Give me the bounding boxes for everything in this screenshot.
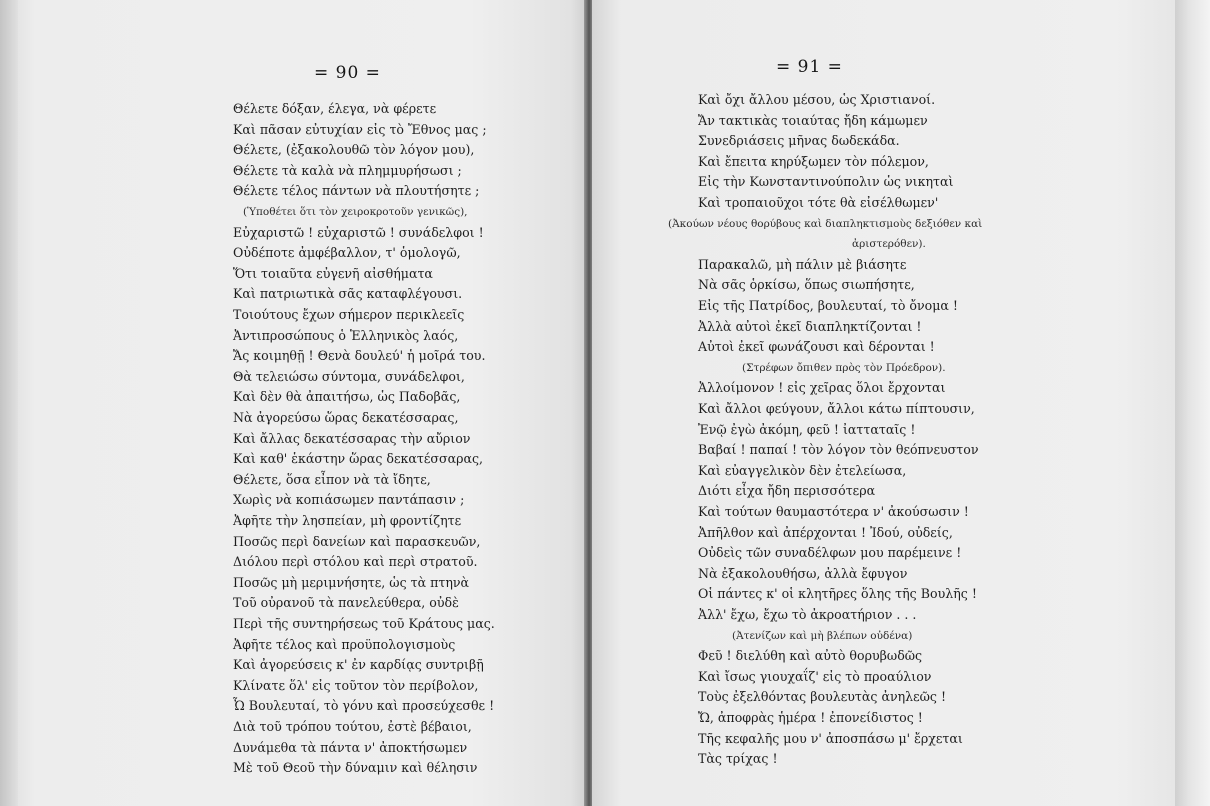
verse-line: Ἀπῆλθον καὶ ἀπέρχονται ! Ἰδού, οὐδείς, bbox=[698, 524, 953, 540]
verse-line: Οὐδέποτε ἀμφέβαλλον, τ' ὁμολογῶ, bbox=[233, 245, 461, 261]
left-page-edge bbox=[0, 0, 18, 806]
verse-line: Καὶ ἴσως γιουχαΐζ' εἰς τὸ προαύλιον bbox=[698, 668, 932, 684]
verse-line: Καὶ καθ' ἑκάστην ὥρας δεκατέσσαρας, bbox=[233, 451, 484, 467]
verse-line: Ἀλλοίμονον ! εἰς χεῖρας ὅλοι ἔρχονται bbox=[698, 380, 946, 396]
right-page-edge bbox=[1175, 0, 1210, 806]
stage-direction: ἀριστερόθεν). bbox=[852, 238, 926, 251]
verse-line: Ἄν τακτικὰς τοιαύτας ἤδη κάμωμεν bbox=[698, 112, 928, 128]
verse-line: Ὦ Βουλευταί, τὸ γόνυ καὶ προσεύχεσθε ! bbox=[233, 698, 495, 714]
stage-direction: (Ἀκούων νέους θορύβους καὶ διαπληκτισμοὺς δεξιόθεν καὶ bbox=[668, 217, 983, 230]
stage-direction: (Στρέφων ὄπιθεν πρὸς τὸν Πρόεδρον). bbox=[742, 361, 946, 374]
verse-line: Ἀλλ' ἔχω, ἔχω τὸ ἀκροατήριον . . . bbox=[698, 607, 917, 622]
stage-direction: (Ἀτενίζων καὶ μὴ βλέπων οὐδένα) bbox=[732, 629, 913, 642]
verse-line: Θὰ τελειώσω σύντομα, συνάδελφοι, bbox=[233, 368, 465, 384]
verse-line: Εἰς τῆς Πατρίδος, βουλευταί, τὸ ὄνομα ! bbox=[698, 298, 958, 313]
verse-line: Φεῦ ! διελύθη καὶ αὐτὸ θορυβωδῶς bbox=[698, 648, 923, 664]
right-page bbox=[592, 0, 1175, 806]
verse-line: Ποσῶς περὶ δανείων καὶ παρασκευῶν, bbox=[233, 533, 481, 549]
stage-direction: (Ὑποθέτει ὅτι τὸν χειροκροτοῦν γενικῶς), bbox=[243, 206, 468, 218]
verse-line: Εἰς τὴν Κωνσταντινούπολιν ὡς νικηταὶ bbox=[698, 174, 954, 190]
verse-line: Νὰ σᾶς ὁρκίσω, ὅπως σιωπήσητε, bbox=[698, 277, 915, 293]
verse-line: Τῆς κεφαλῆς μου ν' ἀποσπάσω μ' ἔρχεται bbox=[698, 730, 963, 746]
verse-line: Καὶ ἄλλοι φεύγουν, ἄλλοι κάτω πίπτουσιν, bbox=[698, 401, 975, 416]
verse-line: Ἀλλὰ αὐτοὶ ἐκεῖ διαπληκτίζονται ! bbox=[698, 318, 922, 334]
verse-line: Ὤ, ἀποφρὰς ἡμέρα ! ἐπονείδιστος ! bbox=[698, 710, 923, 725]
verse-line: Μὲ τοῦ Θεοῦ τὴν δύναμιν καὶ θέλησιν bbox=[233, 760, 478, 776]
verse-line: Τοῦ οὐρανοῦ τὰ πανελεύθερα, οὐδὲ bbox=[233, 595, 459, 611]
verse-line: Αὐτοὶ ἐκεῖ φωνάζουσι καὶ δέρονται ! bbox=[698, 339, 935, 355]
verse-line: Καὶ ἄλλας δεκατέσσαρας τὴν αὔριον bbox=[233, 430, 471, 446]
verse-line: Ἀφῆτε τέλος καὶ προϋπολογισμοὺς bbox=[233, 636, 456, 652]
verse-line: Καὶ ἀγορεύσεις κ' ἐν καρδίᾳς συντριβῇ bbox=[233, 657, 484, 673]
verse-line: Καὶ τροπαιοῦχοι τότε θὰ εἰσέλθωμεν' bbox=[698, 195, 939, 210]
verse-line: Τὰς τρίχας ! bbox=[698, 751, 778, 767]
verse-line: Ποσῶς μὴ μεριμνήσητε, ὡς τὰ πτηνὰ bbox=[233, 574, 470, 590]
verse-line: Θέλετε δόξαν, έλεγα, νὰ φέρετε bbox=[233, 101, 437, 116]
verse-line: Καὶ δὲν θὰ ἀπαιτήσω, ὡς Παδοβᾶς, bbox=[233, 389, 461, 405]
verse-line: Θέλετε, ὅσα εἶπον νὰ τὰ ἴδητε, bbox=[233, 471, 431, 487]
verse-line: Συνεδριάσεις μῆνας δωδεκάδα. bbox=[698, 133, 900, 149]
verse-line: Καὶ εὐαγγελικὸν δὲν ἐτελείωσα, bbox=[698, 462, 907, 478]
verse-line: Εὐχαριστῶ ! εὐχαριστῶ ! συνάδελφοι ! bbox=[233, 224, 484, 240]
verse-line: Ὅτι τοιαῦτα εὐγενῆ αἰσθήματα bbox=[233, 265, 433, 281]
verse-line: Ἄς κοιμηθῇ ! Θενὰ δουλεύ' ἡ μοῖρά του. bbox=[233, 348, 486, 364]
verse-line: Περὶ τῆς συντηρήσεως τοῦ Κράτους μας. bbox=[233, 616, 495, 631]
left-page-number: = 90 = bbox=[314, 63, 381, 83]
left-page bbox=[0, 0, 588, 806]
verse-line: Νὰ ἀγορεύσω ὥρας δεκατέσσαρας, bbox=[233, 410, 459, 425]
verse-line: Χωρὶς νὰ κοπιάσωμεν παντάπασιν ; bbox=[233, 492, 465, 508]
verse-line: Καὶ ἔπειτα κηρύξωμεν τὸν πόλεμον, bbox=[698, 153, 929, 169]
verse-line: Βαβαί ! παπαί ! τὸν λόγον τὸν θεόπνευστον bbox=[698, 442, 979, 458]
verse-line: Ἐνῷ ἐγὼ ἀκόμη, φεῦ ! ἰατταταῖς ! bbox=[698, 421, 916, 437]
verse-line: Διότι εἶχα ἤδη περισσότερα bbox=[698, 483, 876, 499]
verse-line: Διὰ τοῦ τρόπου τούτου, ἐστὲ βέβαιοι, bbox=[233, 719, 472, 734]
verse-line: Καὶ πᾶσαν εὐτυχίαν εἰς τὸ Ἔθνος μας ; bbox=[233, 121, 487, 137]
right-page-number: = 91 = bbox=[776, 57, 843, 77]
verse-line: Οἱ πάντες κ' οἱ κλητῆρες ὅλης τῆς Βουλῆς ! bbox=[698, 586, 977, 602]
verse-line: Οὐδεὶς τῶν συναδέλφων μου παρέμεινε ! bbox=[698, 545, 962, 561]
verse-line: Νὰ ἐξακολουθήσω, ἀλλὰ ἔφυγον bbox=[698, 565, 908, 581]
verse-line: Ἀντιπροσώπους ὁ Ἑλληνικὸς λαός, bbox=[233, 327, 459, 343]
verse-line: Καὶ πατριωτικὰ σᾶς καταφλέγουσι. bbox=[233, 286, 463, 302]
verse-line: Διόλου περὶ στόλου καὶ περὶ στρατοῦ. bbox=[233, 554, 478, 570]
verse-line: Ἀφῆτε τὴν λησπείαν, μὴ φροντίζητε bbox=[233, 513, 462, 528]
verse-line: Καὶ τούτων θαυμαστότερα ν' ἀκούσωσιν ! bbox=[698, 504, 969, 519]
verse-line: Τοιούτους ἔχων σήμερον περικλεεῖς bbox=[233, 307, 465, 322]
verse-line: Τοὺς ἐξελθόντας βουλευτὰς ἀνηλεῶς ! bbox=[698, 689, 947, 705]
verse-line: Δυνάμεθα τὰ πάντα ν' ἀποκτήσωμεν bbox=[233, 739, 468, 755]
verse-line: Θέλετε τὰ καλὰ νὰ πλημμυρήσωσι ; bbox=[233, 162, 462, 178]
verse-line: Θέλετε, (ἐξακολουθῶ τὸν λόγον μου), bbox=[233, 142, 475, 158]
verse-line: Παρακαλῶ, μὴ πάλιν μὲ βιάσητε bbox=[698, 256, 907, 272]
verse-line: Θέλετε τέλος πάντων νὰ πλουτήσητε ; bbox=[233, 183, 480, 199]
verse-line: Κλίνατε ὅλ' εἰς τοῦτον τὸν περίβολον, bbox=[233, 677, 479, 693]
verse-line: Καὶ ὄχι ἄλλου μέσου, ὡς Χριστιανοί. bbox=[698, 92, 936, 107]
